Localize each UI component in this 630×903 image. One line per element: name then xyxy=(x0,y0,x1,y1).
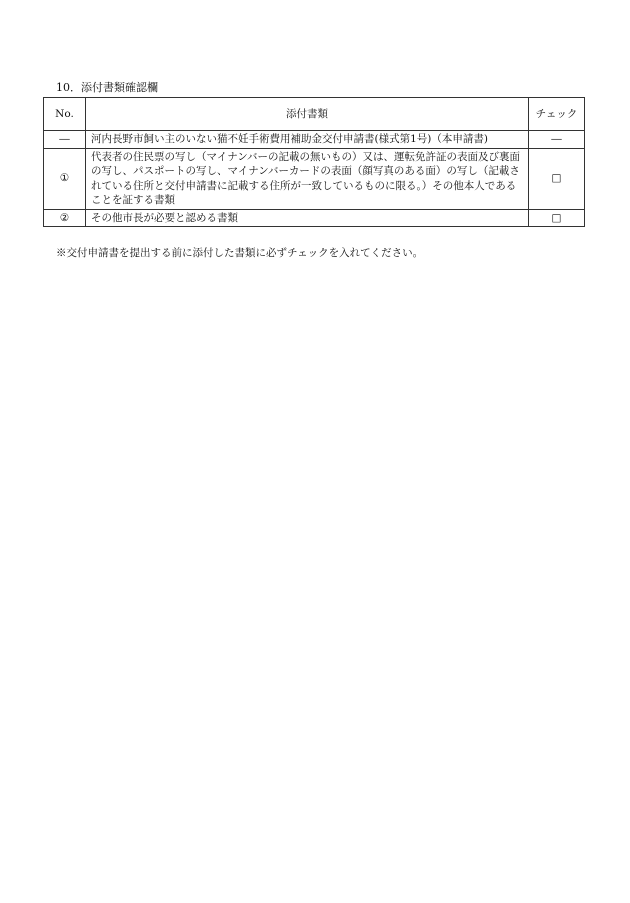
row-number: ① xyxy=(44,148,86,209)
checkbox[interactable]: □ xyxy=(529,209,585,227)
instruction-note: ※交付申請書を提出する前に添付した書類に必ずチェックを入れてください。 xyxy=(56,247,424,259)
header-check: チェック xyxy=(529,98,585,131)
table-row xyxy=(44,209,585,227)
row-number: ② xyxy=(44,209,86,227)
table-header-row xyxy=(44,98,585,131)
document-name: その他市長が必要と認める書類 xyxy=(86,209,529,227)
table-row xyxy=(44,148,585,209)
header-no: No. xyxy=(44,98,86,131)
document-name: 代表者の住民票の写し（マイナンバーの記載の無いもの）又は、運転免許証の表面及び裏面の写し、パスポートの写し、マイナンバーカードの表面（顔写真のある面）の写し（記載されている住所と交付申請書に記載する住所が一致しているものに限る。）その他本人であることを証する書類 xyxy=(86,148,529,209)
row-number: ― xyxy=(44,131,86,149)
check-not-applicable: ― xyxy=(529,131,585,149)
table-row xyxy=(44,131,585,149)
document-name: 河内長野市飼い主のいない猫不妊手術費用補助金交付申請書(様式第1号)（本申請書) xyxy=(86,131,529,149)
checkbox[interactable]: □ xyxy=(529,148,585,209)
attachment-check-table xyxy=(43,97,585,227)
header-document: 添付書類 xyxy=(86,98,529,131)
section-title: 10．添付書類確認欄 xyxy=(56,81,158,94)
